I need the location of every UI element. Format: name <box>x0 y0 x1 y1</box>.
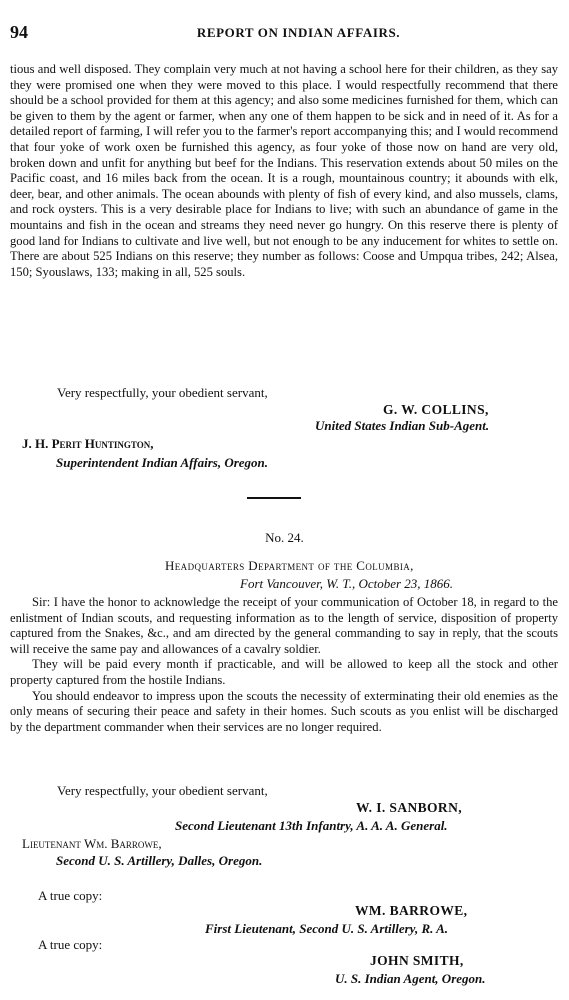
letter2-body <box>10 595 558 735</box>
letter2-paragraph: You should endeavor to impress upon the scouts the necessity of exterminating their old enemies as the only means of securing their peace and safety in their homes. Such scouts as you enlist will be discharged by the department commander when their services are no longer required. <box>10 688 558 734</box>
letter2-closing: Very respectfully, your obedient servant, <box>57 783 268 798</box>
letter2-heading-place: Fort Vancouver, W. T., October 23, 1866. <box>240 576 454 591</box>
letter2-signer-title: Second Lieutenant 13th Infantry, A. A. A. General. <box>175 818 448 833</box>
letter1-signer-title: United States Indian Sub-Agent. <box>315 418 490 433</box>
copy-label: A true copy: <box>38 937 103 952</box>
copy-label: A true copy: <box>38 888 103 903</box>
letter1-addressee-title: Superintendent Indian Affairs, Oregon. <box>56 455 269 470</box>
letter2-paragraph: Sir: I have the honor to acknowledge the receipt of your communication of October 18, in regard to the enlistment of Indian scouts, and requesting information as to the length of service, disposition of property captured from the Snakes, &c., and am directed by the general commanding to say in reply, that the scouts will receive the same pay and allowances of a cavalry soldier. <box>10 595 558 656</box>
running-head <box>10 22 557 42</box>
copy-signer-title: First Lieutenant, Second U. S. Artillery, R. A. <box>205 921 449 936</box>
letter2-addressee-name: Lieutenant Wm. Barrowe, <box>22 836 162 851</box>
letter1-signer-name: G. W. COLLINS, <box>383 402 489 417</box>
letter1-paragraph: tious and well disposed. They complain very much at not having a school here for their children, as they say they were promised one when they were moved to this place. I would respectfully recommend that there should be a school provided for them at this agency; and also some medicines furnished for them, which can be given to them by the agent or farmer, when any one of them happen to be sick and in need of it. As for a detailed report of farming, I will refer you to the farmer's report accompanying this; and I would recommend that four yoke of work oxen be furnished this agency, as four yoke of those now on hand are very old, broken down and unfit for anything but beef for the Indians. This reservation extends about 50 miles on the Pacific coast, and 16 miles back from the ocean. It is a rough, mountainous country; it abounds with elk, deer, bear, and other animals. The ocean abounds with plenty of fish of every kind, and also mussels, clams, and rock oysters. This is a very desirable place for Indians to live; with such an abundance of game in the mountains and fish in the ocean and streams they need never go hungry. On this reserve there is plenty of good land for Indians to cultivate and live well, but not enough to be any inducement for whites to settle on. There are about 525 Indians on this reserve; they number as follows: Coose and Umpqua tribes, 242; Alsea, 150; Syouslaws, 133; making in all, 525 souls. <box>10 62 558 279</box>
letter2-paragraph: They will be paid every month if practicable, and will be allowed to keep all the stock and other property captured from the hostile Indians. <box>10 657 558 687</box>
copy-signer-name: WM. BARROWE, <box>355 903 468 918</box>
letter2-signer-name: W. I. SANBORN, <box>356 800 462 815</box>
letter1-addressee-name: J. H. Perit Huntington, <box>22 436 154 451</box>
document-number: No. 24. <box>265 530 304 545</box>
copy-signer-title: U. S. Indian Agent, Oregon. <box>335 971 486 986</box>
letter1-body <box>10 62 558 280</box>
page-number: 94 <box>10 22 28 42</box>
section-divider <box>247 497 301 499</box>
copy-signer-name: JOHN SMITH, <box>370 953 464 968</box>
letter1-closing: Very respectfully, your obedient servant, <box>57 385 268 400</box>
running-title: REPORT ON INDIAN AFFAIRS. <box>196 25 401 40</box>
letter2-addressee-title: Second U. S. Artillery, Dalles, Oregon. <box>56 853 263 868</box>
letter2-heading-org: Headquarters Department of the Columbia, <box>165 558 414 573</box>
